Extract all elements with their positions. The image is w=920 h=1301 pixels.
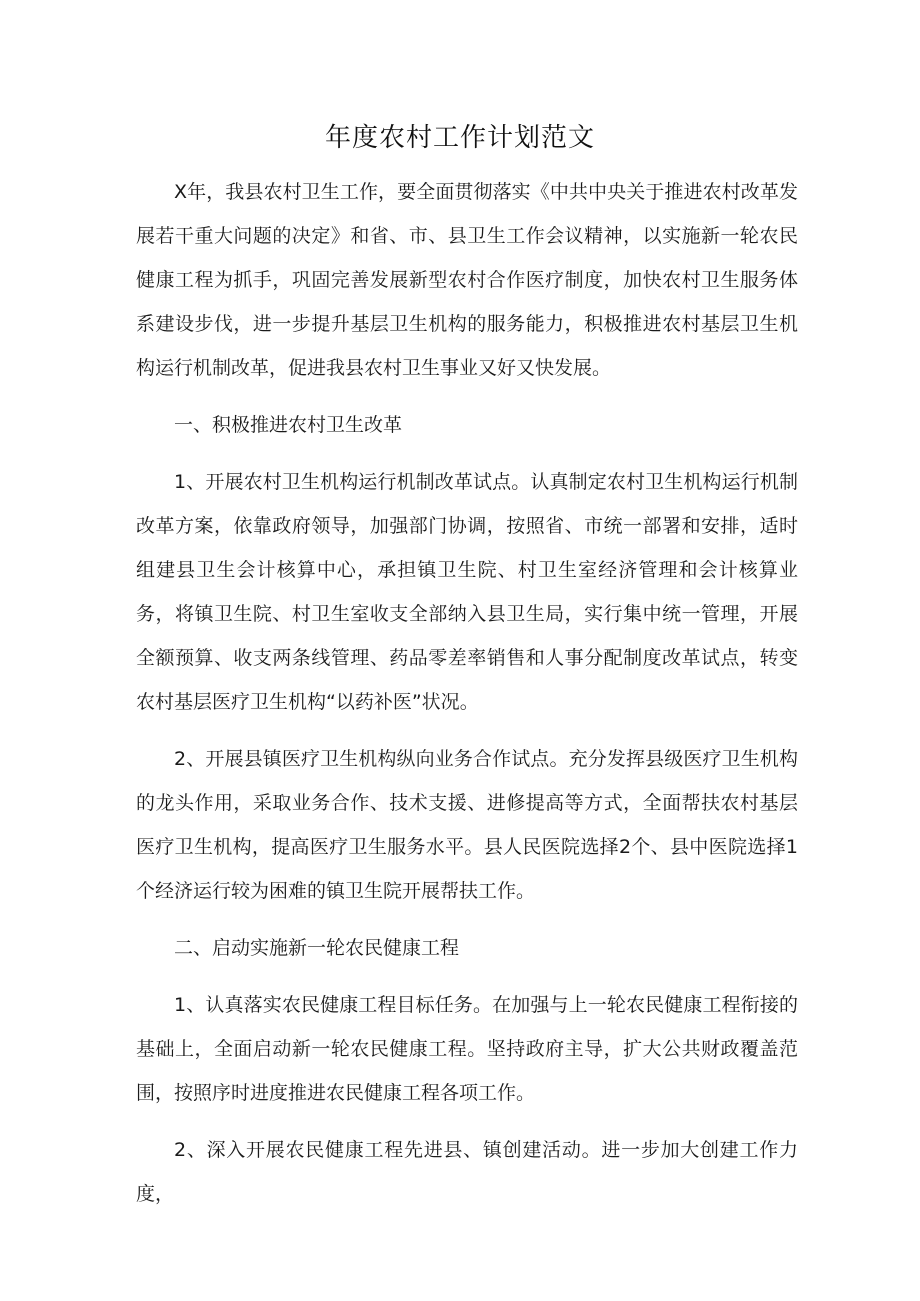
section-2-item-2: 2、深入开展农民健康工程先进县、镇创建活动。进一步加大创建工作力度， [136, 1139, 798, 1205]
document-title: 年度农村工作计划范文 [324, 123, 595, 153]
section-1-item-2: 2、开展县镇医疗卫生机构纵向业务合作试点。充分发挥县级医疗卫生机构的龙头作用，采取业务合作、技术支援、进修提高等方式，全面帮扶农村基层医疗卫生机构，提高医疗卫生服务水平。县人民医院选择2个、县中医院选择1个经济运行较为困难的镇卫生院开展帮扶工作。 [136, 748, 798, 902]
section-2-item-1: 1、认真落实农民健康工程目标任务。在加强与上一轮农民健康工程衔接的基础上，全面启动新一轮农民健康工程。坚持政府主导，扩大公共财政覆盖范围，按照序时进度推进农民健康工程各项工作。 [136, 994, 798, 1104]
intro-paragraph: X年，我县农村卫生工作，要全面贯彻落实《中共中央关于推进农村改革发展若干重大问题的决定》和省、市、县卫生工作会议精神，以实施新一轮农民健康工程为抓手，巩固完善发展新型农村合作医疗制度，加快农村卫生服务体系建设步伐，进一步提升基层卫生机构的服务能力，积极推进农村基层卫生机构运行机制改革，促进我县农村卫生事业又好又快发展。 [136, 181, 798, 379]
section-heading-1: 一、积极推进农村卫生改革 [174, 414, 403, 436]
document-body [136, 170, 798, 1229]
section-heading-2: 二、启动实施新一轮农民健康工程 [174, 937, 460, 959]
section-1-item-1: 1、开展农村卫生机构运行机制改革试点。认真制定农村卫生机构运行机制改革方案，依靠政府领导，加强部门协调，按照省、市统一部署和安排，适时组建县卫生会计核算中心，承担镇卫生院、村卫生室经济管理和会计核算业务，将镇卫生院、村卫生室收支全部纳入县卫生局，实行集中统一管理，开展全额预算、收支两条线管理、药品零差率销售和人事分配制度改革试点，转变农村基层医疗卫生机构“以药补医”状况。 [136, 471, 798, 713]
